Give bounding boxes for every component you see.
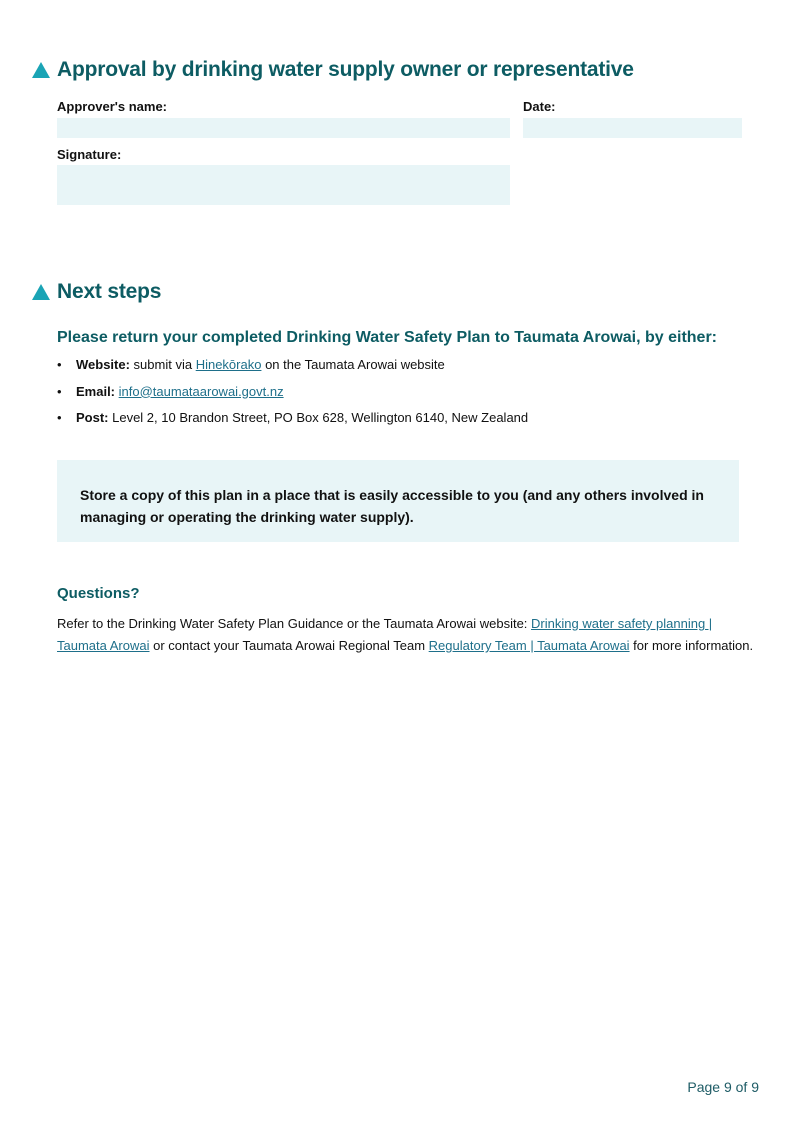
signature-field[interactable] <box>57 165 510 205</box>
list-item-post <box>57 408 528 435</box>
website-label: Website: <box>76 357 130 372</box>
post-label: Post: <box>76 410 109 425</box>
date-label: Date: <box>523 99 556 114</box>
return-methods-list <box>57 355 528 435</box>
questions-text: for more information. <box>629 638 754 653</box>
website-text: submit via <box>129 357 196 372</box>
regulatory-team-link[interactable]: Regulatory Team | Taumata Arowai <box>428 638 630 653</box>
hinekorako-link[interactable]: Hinekōrako <box>195 357 262 372</box>
list-item-email <box>57 382 528 409</box>
approval-heading-text: Approval by drinking water supply owner or representative <box>57 58 634 81</box>
website-text-suffix: on the Taumata Arowai website <box>261 357 445 372</box>
email-label: Email: <box>76 383 116 399</box>
questions-text: Refer to the Drinking Water Safety Plan Guidance or the Taumata Arowai website: <box>57 616 532 631</box>
triangle-icon <box>32 62 50 78</box>
next-steps-heading <box>32 280 161 304</box>
approver-name-field[interactable] <box>57 118 510 138</box>
approval-heading <box>32 58 634 82</box>
next-steps-heading-text: Next steps <box>57 280 162 303</box>
store-copy-callout: Store a copy of this plan in a place that is easily accessible to you (and any others involved in managing or operating the drinking water supply). <box>57 460 739 542</box>
post-address: Level 2, 10 Brandon Street, PO Box 628, Wellington 6140, New Zealand <box>108 410 529 425</box>
list-item-website <box>57 355 528 382</box>
questions-paragraph <box>57 613 757 657</box>
date-field[interactable] <box>523 118 742 138</box>
approver-name-label: Approver's name: <box>57 99 168 114</box>
email-link[interactable]: info@taumataarowai.govt.nz <box>118 383 284 399</box>
dwsp-link[interactable]: Drinking water safety planning | Taumata Arowai <box>57 616 713 653</box>
questions-heading: Questions? <box>57 585 140 602</box>
questions-text: or contact your Taumata Arowai Regional Team <box>149 638 429 653</box>
page-number: Page 9 of 9 <box>687 1079 759 1095</box>
return-instructions-heading: Please return your completed Drinking Water Safety Plan to Taumata Arowai, by either: <box>57 329 718 346</box>
triangle-icon <box>32 284 50 300</box>
signature-label: Signature: <box>57 147 122 162</box>
